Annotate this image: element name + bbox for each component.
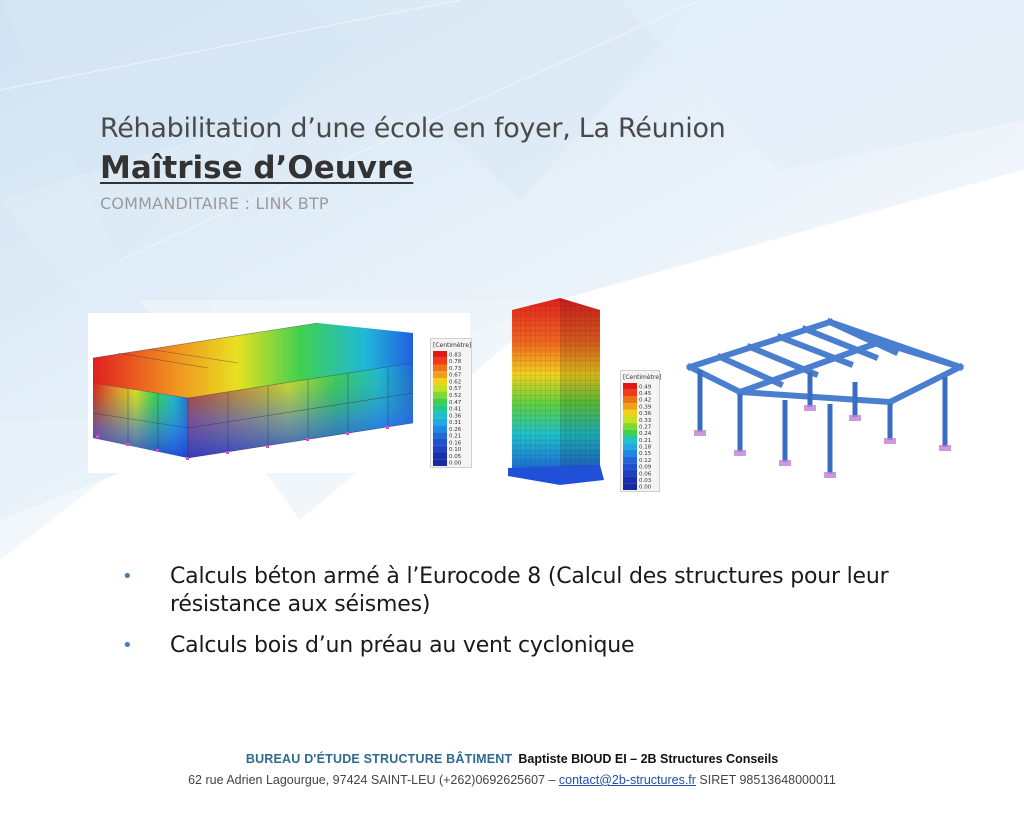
legend-2-swatch: [623, 390, 637, 397]
legend-1-swatch: [433, 358, 447, 365]
legend-1-swatch: [433, 351, 447, 358]
project-subtitle: Maîtrise d’Oeuvre: [100, 150, 414, 186]
legend-2-swatch: [623, 483, 637, 490]
legend-1-value: 0.21: [449, 433, 462, 440]
legend-1-swatch: [433, 378, 447, 385]
legend-1-swatch: [433, 385, 447, 392]
legend-2-swatch: [623, 423, 637, 430]
legend-2-value: 0.18: [639, 444, 652, 451]
displacement-legend-1: [430, 338, 472, 468]
legend-1-value: 0.67: [449, 372, 462, 379]
legend-1-value: 0.62: [449, 379, 462, 386]
legend-1-swatch: [433, 452, 447, 459]
legend-2-value: 0.06: [639, 471, 652, 478]
legend-1-value: 0.52: [449, 393, 462, 399]
list-item: [120, 632, 960, 660]
bullet-text: Calculs bois d’un préau au vent cyclonique: [170, 633, 635, 658]
legend-1-value: 0.05: [449, 453, 462, 460]
legend-1-swatch: [433, 365, 447, 372]
siret: SIRET 98513648000011: [699, 773, 836, 787]
legend-1-value: 0.83: [449, 352, 462, 359]
legend-1-swatch: [433, 425, 447, 432]
legend-2-swatch: [623, 470, 637, 477]
legend-1-swatch: [433, 432, 447, 439]
firm-label: BUREAU D'ÉTUDE STRUCTURE BÂTIMENT: [245, 752, 513, 766]
project-title: Réhabilitation d’une école en foyer, La Réunion: [100, 113, 726, 144]
bullet-list: [120, 563, 960, 673]
company-name: Baptiste BIOUD EI – 2B Structures Conseils: [518, 752, 779, 766]
legend-1-value: 0.10: [449, 447, 462, 454]
bullet-icon: •: [122, 566, 133, 587]
legend-1-value: 0.26: [449, 426, 462, 433]
legend-1-value: 0.16: [449, 440, 462, 447]
legend-1-title: [Centimètre]: [433, 342, 472, 349]
legend-2-swatch: [623, 443, 637, 450]
legend-1-swatch: [433, 398, 447, 405]
legend-2-value: 0.09: [639, 464, 652, 471]
legend-2-value: 0.42: [639, 397, 652, 404]
bullet-text: Calculs béton armé à l’Eurocode 8 (Calcul des structures pour leur résistance aux séismes): [170, 564, 889, 617]
legend-1-value: 0.41: [449, 406, 462, 413]
legend-1-value: 0.00: [449, 460, 462, 467]
legend-1-swatch: [433, 419, 447, 426]
legend-1-swatch: [433, 439, 447, 446]
legend-2-swatch: [623, 383, 637, 390]
legend-1-value: 0.31: [449, 420, 462, 427]
legend-2-value: 0.00: [639, 484, 652, 491]
legend-1-swatch: [433, 459, 447, 466]
list-item: [120, 563, 960, 619]
address: 62 rue Adrien Lagourgue, 97424 SAINT-LEU (+262)0692625607 –: [188, 773, 556, 787]
legend-2-swatch: [623, 437, 637, 444]
legend-2-value: 0.36: [639, 411, 652, 418]
legend-1-swatch: [433, 392, 447, 399]
legend-2-value: 0.49: [639, 384, 652, 391]
legend-2-swatch: [623, 403, 637, 410]
displacement-legend-2: [620, 370, 660, 492]
email-link[interactable]: contact@2b-structures.fr: [558, 773, 696, 787]
legend-1-swatch: [433, 405, 447, 412]
legend-1-swatch: [433, 412, 447, 419]
timber-canopy-3d-image: [680, 312, 970, 484]
legend-2-title: [Centimètre]: [623, 374, 661, 381]
legend-2-value: 0.39: [639, 404, 652, 411]
legend-1-value: 0.78: [449, 359, 462, 366]
legend-1-value: 0.57: [449, 386, 462, 393]
legend-2-value: 0.03: [639, 477, 652, 484]
legend-2-swatch: [623, 457, 637, 464]
concrete-building-fem-image: [88, 313, 470, 473]
legend-2-value: 0.12: [639, 457, 652, 464]
legend-1-swatch: [433, 446, 447, 453]
legend-2-value: 0.27: [639, 424, 652, 431]
concrete-wall-fem-image: [500, 290, 612, 486]
legend-2-swatch: [623, 477, 637, 484]
legend-1-swatch: [433, 371, 447, 378]
legend-2-value: 0.21: [639, 437, 652, 444]
legend-1-value: 0.47: [449, 399, 462, 406]
legend-2-value: 0.24: [639, 431, 652, 438]
legend-1-value: 0.36: [449, 413, 462, 420]
legend-2-value: 0.33: [639, 417, 652, 424]
legend-2-value: 0.15: [639, 451, 652, 458]
legend-2-swatch: [623, 396, 637, 403]
legend-2-swatch: [623, 463, 637, 470]
legend-2-value: 0.45: [639, 391, 652, 398]
footer: [0, 750, 1024, 789]
legend-2-swatch: [623, 410, 637, 417]
legend-2-swatch: [623, 430, 637, 437]
legend-1-value: 0.73: [449, 365, 462, 372]
legend-2-swatch: [623, 450, 637, 457]
legend-2-swatch: [623, 416, 637, 423]
client-label: COMMANDITAIRE : LINK BTP: [100, 194, 329, 213]
bullet-icon: •: [122, 635, 133, 656]
